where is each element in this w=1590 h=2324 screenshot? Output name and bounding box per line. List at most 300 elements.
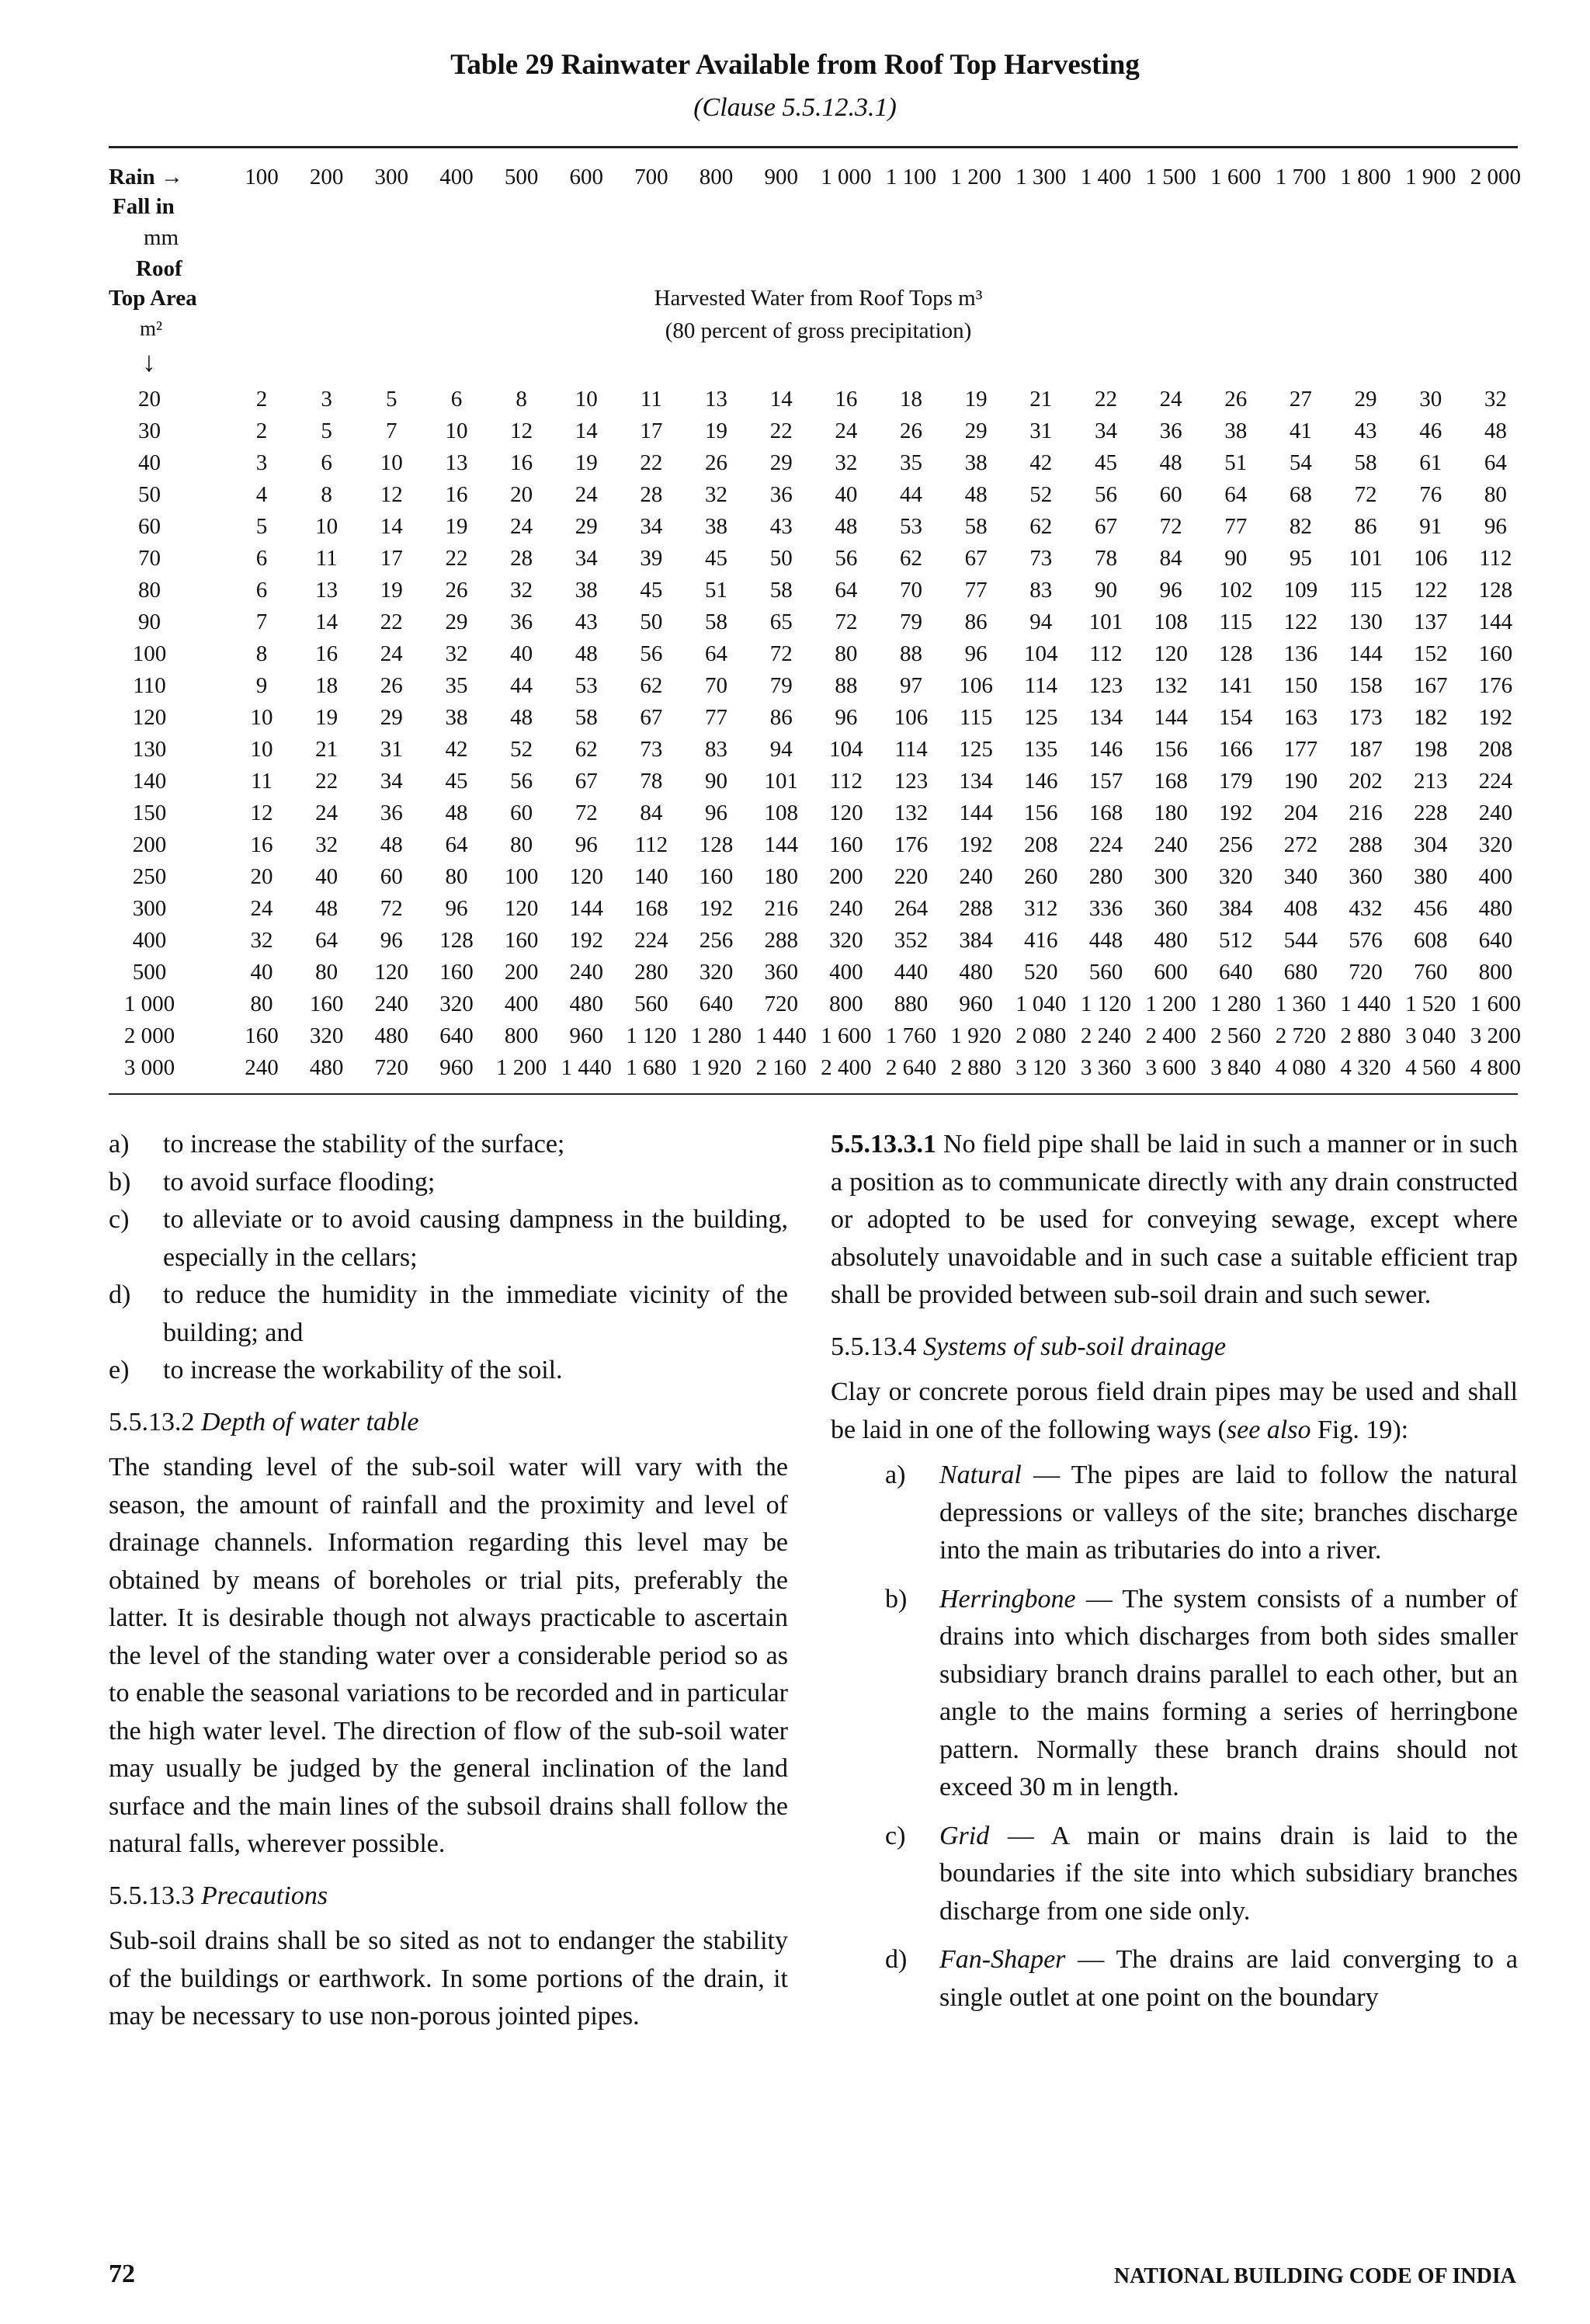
table-cell: 56 xyxy=(1094,482,1117,507)
table-cell: 86 xyxy=(1354,514,1377,539)
list-item xyxy=(831,1581,1518,1807)
roof-area-cell: 110 xyxy=(133,673,166,698)
table-cell: 44 xyxy=(510,673,533,698)
table-row xyxy=(109,419,1522,450)
table-cell: 192 xyxy=(1478,705,1513,730)
table-cell: 39 xyxy=(640,546,663,571)
table-cell: 36 xyxy=(380,801,403,825)
list-label: d) xyxy=(109,1280,131,1309)
page-number: 72 xyxy=(109,2260,135,2288)
table-cell: 56 xyxy=(510,769,533,794)
table-cell: 88 xyxy=(900,641,922,666)
arrow-down-icon: ↓ xyxy=(142,346,156,377)
table-cell: 7 xyxy=(255,610,268,634)
table-cell: 35 xyxy=(445,673,468,698)
table-cell: 240 xyxy=(829,896,863,921)
table-cell: 216 xyxy=(1349,801,1383,825)
table-cell: 160 xyxy=(439,960,474,985)
roof-area-cell: 130 xyxy=(132,737,167,762)
roof-area-cell: 150 xyxy=(132,801,167,825)
roof-area-cell: 400 xyxy=(132,928,167,953)
table-cell: 544 xyxy=(1283,928,1318,953)
list-text xyxy=(939,1818,1518,1931)
table-cell: 10 xyxy=(575,387,598,412)
table-row xyxy=(109,482,1522,514)
table-cell: 24 xyxy=(575,482,598,507)
paragraph-precautions: Sub-soil drains shall be so sited as not to endanger the stability of the buildings or earthwork. In some portions of the drain, it may be necessary to use non-porous jointed pipes. xyxy=(109,1926,788,2030)
table-cell: 32 xyxy=(1484,387,1507,412)
table-cell: 340 xyxy=(1283,864,1318,889)
rainfall-value: 200 xyxy=(309,165,344,189)
table-cell: 2 xyxy=(255,387,268,412)
table-cell: 58 xyxy=(705,610,728,634)
table-cell: 19 xyxy=(705,419,728,443)
table-cell: 2 640 xyxy=(885,1055,937,1080)
table-cell: 97 xyxy=(900,673,922,698)
table-cell: 72 xyxy=(835,610,858,634)
roof-area-cell: 50 xyxy=(138,482,161,507)
table-cell: 104 xyxy=(829,737,863,762)
table-cell: 520 xyxy=(1024,960,1058,985)
table-cell: 1 920 xyxy=(690,1055,742,1080)
rainfall-value: 1 900 xyxy=(1405,165,1456,189)
table-cell: 41 xyxy=(1289,419,1312,443)
table-cell: 60 xyxy=(1159,482,1182,507)
table-cell: 115 xyxy=(959,705,993,730)
table-cell: 101 xyxy=(1088,610,1123,634)
table-cell: 720 xyxy=(764,992,798,1016)
table-cell: 95 xyxy=(1289,546,1312,571)
table-cell: 80 xyxy=(510,832,533,857)
table-cell: 50 xyxy=(640,610,663,634)
table-cell: 512 xyxy=(1219,928,1253,953)
table-cell: 96 xyxy=(445,896,468,921)
table-cell: 78 xyxy=(1094,546,1117,571)
table-cell: 320 xyxy=(1219,864,1253,889)
table-cell: 640 xyxy=(699,992,734,1016)
table-cell: 32 xyxy=(835,450,858,475)
table-cell: 228 xyxy=(1413,801,1448,825)
table-cell: 26 xyxy=(1224,387,1248,412)
table-cell: 52 xyxy=(1029,482,1053,507)
table-cell: 400 xyxy=(1478,864,1513,889)
paragraph-drain-pipes xyxy=(831,1374,1518,1449)
table-cell: 80 xyxy=(445,864,468,889)
heading-title: Systems of sub-soil drainage xyxy=(923,1332,1227,1361)
heading-depth-water-table xyxy=(109,1404,788,1442)
table-cell: 640 xyxy=(439,1023,474,1048)
table-cell: 4 560 xyxy=(1405,1055,1456,1080)
table-cell: 19 xyxy=(964,387,988,412)
table-cell: 3 xyxy=(255,450,268,475)
table-cell: 240 xyxy=(374,992,409,1016)
table-cell: 180 xyxy=(764,864,798,889)
table-cell: 2 160 xyxy=(755,1055,807,1080)
table-cell: 104 xyxy=(1024,641,1058,666)
table-cell: 24 xyxy=(380,641,403,666)
table-cell: 96 xyxy=(705,801,728,825)
table-cell: 2 880 xyxy=(1340,1023,1391,1048)
table-cell: 123 xyxy=(1088,673,1123,698)
table-cell: 86 xyxy=(769,705,793,730)
table-cell: 240 xyxy=(569,960,603,985)
table-cell: 416 xyxy=(1024,928,1058,953)
table-body xyxy=(109,387,1522,1087)
table-cell: 24 xyxy=(510,514,533,539)
table-cell: 280 xyxy=(1088,864,1123,889)
table-cell: 1 520 xyxy=(1405,992,1456,1016)
table-cell: 140 xyxy=(634,864,668,889)
table-cell: 90 xyxy=(705,769,728,794)
table-cell: 18 xyxy=(315,673,338,698)
table-cell: 16 xyxy=(250,832,273,857)
table-cell: 12 xyxy=(380,482,403,507)
table-cell: 560 xyxy=(634,992,668,1016)
table-cell: 24 xyxy=(1159,387,1182,412)
table-cell: 20 xyxy=(250,864,273,889)
table-cell: 200 xyxy=(829,864,863,889)
table-cell: 173 xyxy=(1349,705,1383,730)
table-cell: 288 xyxy=(959,896,993,921)
table-cell: 77 xyxy=(1224,514,1248,539)
table-cell: 336 xyxy=(1088,896,1123,921)
list-item xyxy=(831,1818,1518,1931)
roof-area-cell: 300 xyxy=(132,896,167,921)
roof-area-cell: 120 xyxy=(132,705,167,730)
list-text: to alleviate or to avoid causing dampness in the building, especially in the cellars; xyxy=(163,1205,788,1272)
table-row xyxy=(109,960,1522,992)
table-cell: 26 xyxy=(900,419,922,443)
table-cell: 24 xyxy=(250,896,273,921)
table-cell: 77 xyxy=(705,705,728,730)
table-cell: 8 xyxy=(321,482,332,507)
table-cell: 128 xyxy=(439,928,474,953)
table-cell: 72 xyxy=(769,641,793,666)
table-cell: 79 xyxy=(900,610,922,634)
table-cell: 1 440 xyxy=(1340,992,1391,1016)
table-cell: 3 120 xyxy=(1015,1055,1067,1080)
table-cell: 1 760 xyxy=(885,1023,937,1048)
table-cell: 45 xyxy=(1094,450,1117,475)
table-cell: 22 xyxy=(315,769,338,794)
table-row xyxy=(109,387,1522,419)
top-area-label: Top Area xyxy=(109,286,197,311)
table-cell: 11 xyxy=(640,387,662,412)
table-row xyxy=(109,992,1522,1023)
table-cell: 108 xyxy=(1154,610,1188,634)
table-cell: 202 xyxy=(1349,769,1383,794)
table-cell: 256 xyxy=(1219,832,1253,857)
table-cell: 192 xyxy=(1219,801,1253,825)
table-cell: 125 xyxy=(959,737,993,762)
table-cell: 2 720 xyxy=(1275,1023,1327,1048)
table-cell: 83 xyxy=(705,737,728,762)
table-cell: 115 xyxy=(1349,578,1383,603)
table-cell: 114 xyxy=(1024,673,1058,698)
roof-label: Roof xyxy=(136,256,182,281)
table-cell: 67 xyxy=(575,769,598,794)
table-cell: 102 xyxy=(1219,578,1253,603)
list-label: e) xyxy=(109,1356,130,1384)
table-cell: 28 xyxy=(510,546,533,571)
table-cell: 32 xyxy=(705,482,728,507)
table-cell: 28 xyxy=(640,482,663,507)
roof-area-cell: 140 xyxy=(132,769,167,794)
table-cell: 1 280 xyxy=(1210,992,1262,1016)
roof-area-cell: 80 xyxy=(138,578,161,603)
table-cell: 120 xyxy=(829,801,863,825)
table-cell: 208 xyxy=(1024,832,1058,857)
table-cell: 40 xyxy=(510,641,533,666)
list-text xyxy=(939,1941,1518,2017)
table-cell: 11 xyxy=(315,546,338,571)
harvest-label: Harvested Water from Roof Tops m³ xyxy=(654,286,983,311)
table-cell: 160 xyxy=(309,992,344,1016)
table-cell: 240 xyxy=(1154,832,1188,857)
roof-area-cell: 500 xyxy=(132,960,167,985)
table-cell: 96 xyxy=(575,832,598,857)
table-cell: 65 xyxy=(769,610,793,634)
table-cell: 5 xyxy=(386,387,398,412)
table-cell: 76 xyxy=(1419,482,1442,507)
table-cell: 43 xyxy=(769,514,793,539)
list-desc: — A main or mains drain is laid to the boundaries if the site into which subsidiary branches discharge from one side only. xyxy=(939,1821,1518,1926)
table-cell: 24 xyxy=(315,801,338,825)
table-row xyxy=(109,546,1522,578)
table-cell: 29 xyxy=(380,705,403,730)
table-cell: 62 xyxy=(575,737,598,762)
table-cell: 45 xyxy=(445,769,468,794)
table-cell: 19 xyxy=(575,450,598,475)
table-cell: 3 040 xyxy=(1405,1023,1456,1048)
table-row xyxy=(109,737,1522,769)
table-cell: 130 xyxy=(1349,610,1383,634)
list-term: Grid xyxy=(939,1821,990,1850)
drainage-systems-list xyxy=(831,1457,1518,2017)
table-cell: 288 xyxy=(1349,832,1383,857)
table-cell: 6 xyxy=(321,450,332,475)
roof-area-cell: 200 xyxy=(132,832,167,857)
table-cell: 42 xyxy=(1029,450,1053,475)
table-cell: 208 xyxy=(1478,737,1513,762)
table-cell: 38 xyxy=(575,578,598,603)
table-cell: 12 xyxy=(510,419,533,443)
table-cell: 224 xyxy=(1088,832,1123,857)
table-cell: 8 xyxy=(255,641,268,666)
table-cell: 52 xyxy=(510,737,533,762)
table-cell: 163 xyxy=(1283,705,1318,730)
table-cell: 720 xyxy=(1349,960,1383,985)
table-cell: 35 xyxy=(900,450,922,475)
roof-area-cell: 2 000 xyxy=(123,1023,175,1048)
table-cell: 53 xyxy=(900,514,922,539)
table-cell: 260 xyxy=(1024,864,1058,889)
table-cell: 132 xyxy=(1154,673,1188,698)
table-row xyxy=(109,578,1522,610)
table-cell: 240 xyxy=(959,864,993,889)
table-cell: 800 xyxy=(504,1023,539,1048)
rainfall-value: 1 800 xyxy=(1340,165,1391,189)
table-cell: 7 xyxy=(386,419,398,443)
table-cell: 134 xyxy=(959,769,993,794)
list-item xyxy=(109,1277,788,1352)
bottom-rule xyxy=(109,1093,1518,1095)
table-cell: 2 560 xyxy=(1210,1023,1262,1048)
table-cell: 176 xyxy=(894,832,929,857)
table-cell: 320 xyxy=(829,928,863,953)
table-cell: 50 xyxy=(769,546,793,571)
table-cell: 88 xyxy=(835,673,858,698)
table-cell: 204 xyxy=(1283,801,1318,825)
rain-label: Rain → xyxy=(109,165,183,189)
rainfall-header-row xyxy=(221,165,1522,196)
list-item xyxy=(109,1126,788,1164)
table-cell: 128 xyxy=(1478,578,1513,603)
table-cell: 448 xyxy=(1088,928,1123,953)
table-cell: 156 xyxy=(1024,801,1058,825)
table-cell: 80 xyxy=(1484,482,1507,507)
table-cell: 128 xyxy=(1219,641,1253,666)
table-cell: 51 xyxy=(705,578,728,603)
table-cell: 22 xyxy=(640,450,663,475)
table-cell: 480 xyxy=(374,1023,409,1048)
table-cell: 29 xyxy=(575,514,598,539)
table-cell: 220 xyxy=(894,864,929,889)
table-cell: 48 xyxy=(964,482,988,507)
table-cell: 224 xyxy=(634,928,668,953)
table-cell: 62 xyxy=(900,546,922,571)
table-cell: 120 xyxy=(374,960,409,985)
roof-area-cell: 250 xyxy=(132,864,167,889)
table-cell: 32 xyxy=(250,928,273,953)
table-cell: 198 xyxy=(1413,737,1448,762)
table-cell: 137 xyxy=(1413,610,1448,634)
table-cell: 800 xyxy=(829,992,863,1016)
table-cell: 120 xyxy=(504,896,539,921)
table-cell: 36 xyxy=(1159,419,1182,443)
section-text: No field pipe shall be laid in such a manner or in such a position as to communicate directly with any drain constructed or adopted to be used for conveying sewage, except where absolutely unavoidable and in such case a suitable efficient trap shall be provided between sub-soil drain and such sewer. xyxy=(831,1130,1519,1309)
table-cell: 120 xyxy=(1154,641,1188,666)
table-cell: 187 xyxy=(1349,737,1383,762)
list-label: c) xyxy=(109,1205,130,1234)
list-text: to increase the stability of the surface; xyxy=(163,1130,565,1159)
rainfall-value: 700 xyxy=(634,165,668,189)
table-cell: 70 xyxy=(900,578,922,603)
table-cell: 5 xyxy=(321,419,332,443)
table-cell: 167 xyxy=(1413,673,1448,698)
list-label: c) xyxy=(885,1821,906,1850)
table-cell: 160 xyxy=(1478,641,1513,666)
list-label: a) xyxy=(885,1461,906,1489)
table-row xyxy=(109,514,1522,546)
table-cell: 112 xyxy=(1479,546,1512,571)
table-cell: 96 xyxy=(1159,578,1182,603)
list-item xyxy=(831,1941,1518,2017)
paragraph-field-pipe xyxy=(831,1126,1518,1315)
table-cell: 182 xyxy=(1413,705,1448,730)
list-item xyxy=(109,1201,788,1277)
table-cell: 67 xyxy=(964,546,988,571)
table-cell: 168 xyxy=(1088,801,1123,825)
table-cell: 21 xyxy=(1029,387,1053,412)
table-cell: 46 xyxy=(1419,419,1442,443)
table-cell: 200 xyxy=(504,960,539,985)
table-cell: 112 xyxy=(1089,641,1123,666)
roof-area-cell: 30 xyxy=(138,419,161,443)
list-text: to avoid surface flooding; xyxy=(163,1167,436,1197)
table-cell: 320 xyxy=(699,960,734,985)
table-cell: 2 400 xyxy=(1145,1023,1196,1048)
table-cell: 190 xyxy=(1283,769,1318,794)
table-cell: 384 xyxy=(959,928,993,953)
table-cell: 960 xyxy=(959,992,993,1016)
table-cell: 80 xyxy=(315,960,338,985)
table-cell: 68 xyxy=(1289,482,1312,507)
table-cell: 125 xyxy=(1024,705,1058,730)
rainfall-value: 1 600 xyxy=(1210,165,1262,189)
table-cell: 158 xyxy=(1349,673,1383,698)
table-cell: 19 xyxy=(445,514,468,539)
table-cell: 432 xyxy=(1349,896,1383,921)
table-row xyxy=(109,1023,1522,1055)
table-cell: 800 xyxy=(1478,960,1513,985)
rainfall-value: 900 xyxy=(764,165,798,189)
table-cell: 3 200 xyxy=(1470,1023,1521,1048)
harvest-note: (80 percent of gross precipitation) xyxy=(665,318,972,343)
table-cell: 64 xyxy=(835,578,858,603)
table-cell: 640 xyxy=(1478,928,1513,953)
table-cell: 94 xyxy=(1029,610,1053,634)
heading-number: 5.5.13.2 xyxy=(109,1407,195,1436)
table-cell: 10 xyxy=(315,514,338,539)
table-cell: 680 xyxy=(1283,960,1318,985)
list-label: b) xyxy=(885,1584,908,1614)
list-item xyxy=(831,1457,1518,1570)
table-cell: 22 xyxy=(769,419,793,443)
table-cell: 27 xyxy=(1289,387,1312,412)
table-cell: 6 xyxy=(255,546,268,571)
table-cell: 320 xyxy=(1478,832,1513,857)
table-cell: 122 xyxy=(1283,610,1318,634)
table-cell: 216 xyxy=(764,896,798,921)
table-cell: 34 xyxy=(575,546,598,571)
table-cell: 91 xyxy=(1419,514,1442,539)
table-cell: 600 xyxy=(1154,960,1188,985)
paragraph-depth-water-table: The standing level of the sub-soil water will vary with the season, the amount of rainfall and the proximity and level of drainage channels. Information regarding this level may be obtained by means of boreholes or trial pits, preferably the latter. It is desirable though not always practicable to ascertain the level of the standing water over a considerable period so as to enable the seasonal variations to be recorded and in particular the high water level. The direction of flow of the sub-soil water may usually be judged by the general inclination of the land surface and the main lines of the subsoil drains shall follow the natural falls, wherever possible. xyxy=(109,1453,788,1858)
roof-area-cell: 20 xyxy=(138,387,161,412)
list-term: Natural xyxy=(939,1461,1022,1489)
table-cell: 135 xyxy=(1024,737,1058,762)
table-cell: 31 xyxy=(1029,419,1053,443)
table-cell: 256 xyxy=(699,928,734,953)
table-cell: 48 xyxy=(835,514,858,539)
table-cell: 10 xyxy=(445,419,468,443)
table-cell: 6 xyxy=(450,387,463,412)
table-cell: 1 600 xyxy=(1470,992,1521,1016)
rainfall-value: 1 300 xyxy=(1015,165,1067,189)
table-cell: 22 xyxy=(380,610,403,634)
roof-area-cell: 70 xyxy=(138,546,161,571)
table-cell: 146 xyxy=(1024,769,1058,794)
list-item xyxy=(109,1352,788,1390)
table-cell: 43 xyxy=(575,610,598,634)
table-cell: 40 xyxy=(250,960,273,985)
table-title: Table 29 Rainwater Available from Roof Top Harvesting xyxy=(450,49,1140,81)
table-cell: 1 200 xyxy=(1145,992,1196,1016)
table-cell: 2 xyxy=(255,419,268,443)
rainfall-value: 1 100 xyxy=(885,165,937,189)
list-text: to reduce the humidity in the immediate vicinity of the building; and xyxy=(163,1280,788,1347)
